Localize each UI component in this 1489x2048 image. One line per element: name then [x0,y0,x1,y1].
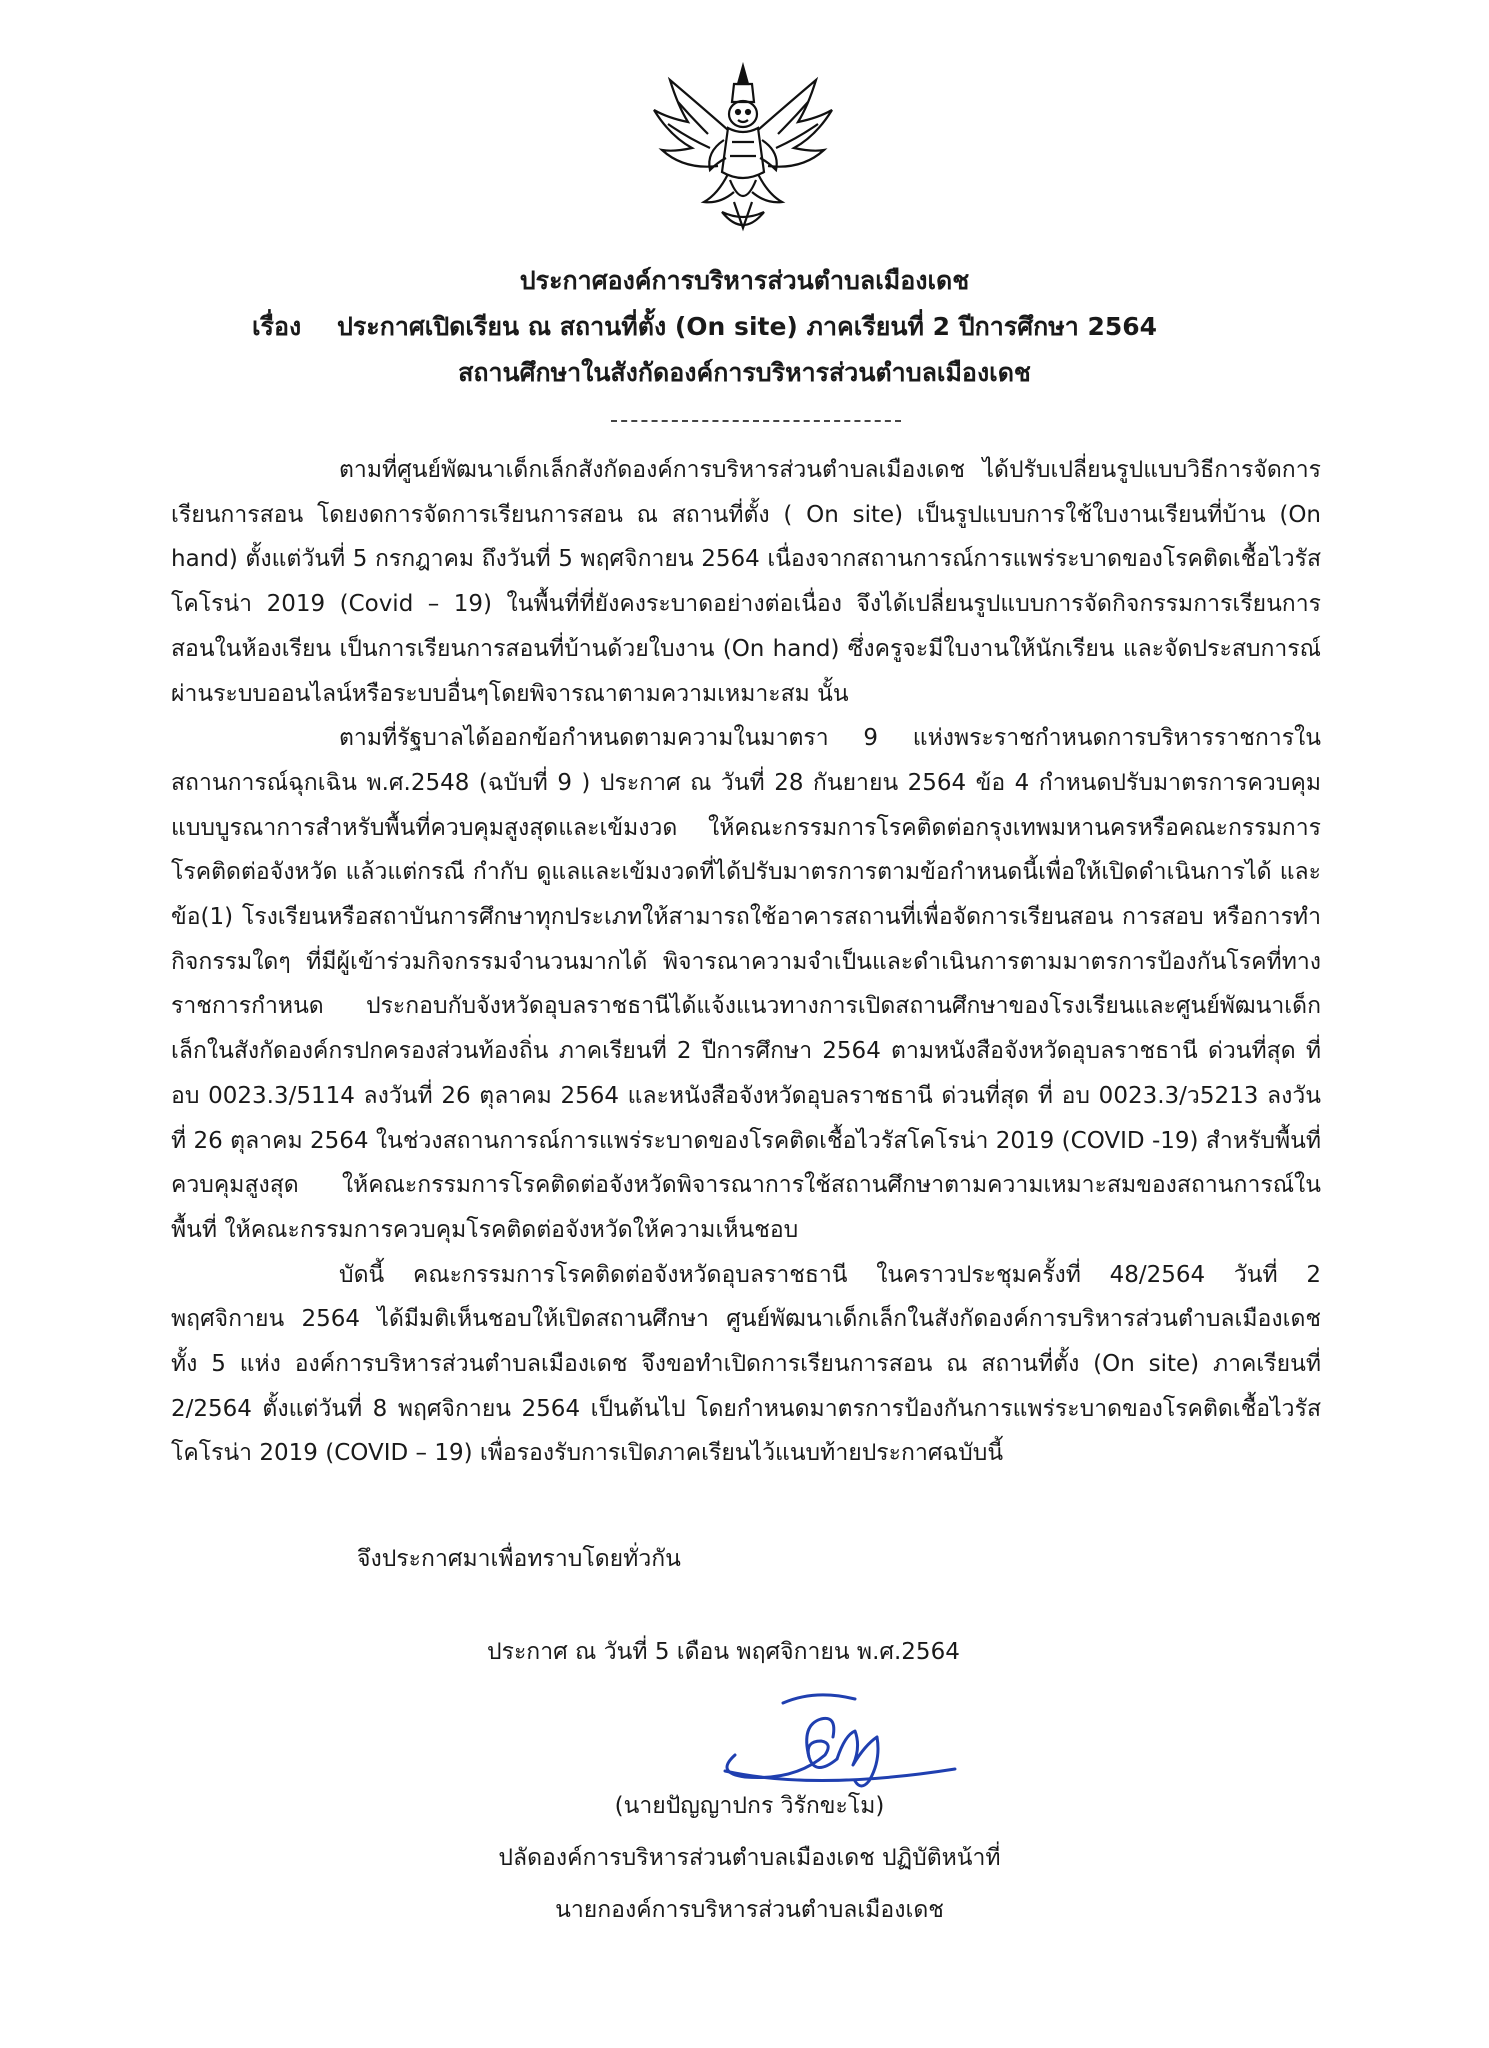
garuda-emblem-icon [648,62,838,242]
title-divider [611,420,901,422]
handwritten-signature [705,1685,965,1795]
body-paragraph-1: ตามที่ศูนย์พัฒนาเด็กเล็กสังกัดองค์การบริหารส่วนตำบลเมืองเดช ได้ปรับเปลี่ยนรูปแบบวิธีการจัดการเรียนการสอน โดยงดการจัดการเรียนการสอน ณ สถานที่ตั้ง ( On site) เป็นรูปแบบการใช้ใบงานเรียนที่บ้าน (On hand) ตั้งแต่วันที่ 5 กรกฎาคม ถึงวันที่ 5 พฤศจิกายน 2564 เนื่องจากสถานการณ์การแพร่ระบาดของโรคติดเชื้อไวรัสโคโรน่า 2019 (Covid – 19) ในพื้นที่ที่ยังคงระบาดอย่างต่อเนื่อง จึงได้เปลี่ยนรูปแบบการจัดกิจกรรมการเรียนการสอนในห้องเรียน เป็นการเรียนการสอนที่บ้านด้วยใบงาน (On hand) ซึ่งครูจะมีใบงานให้นักเรียน และจัดประสบการณ์ผ่านระบบออนไลน์หรือระบบอื่นๆโดยพิจารณาตามความเหมาะสม นั้น [171,457,1321,707]
subject-label: เรื่อง [252,312,302,341]
announcement-body [171,448,1321,1476]
subject-text: ประกาศเปิดเรียน ณ สถานที่ตั้ง (On site) ภาคเรียนที่ 2 ปีการศึกษา 2564 [337,312,1158,341]
signer-position-1: ปลัดองค์การบริหารส่วนตำบลเมืองเดช ปฏิบัติหน้าที่ [498,1845,1001,1871]
announcement-title: ประกาศองค์การบริหารส่วนตำบลเมืองเดช [519,266,970,295]
signer-position-2: นายกองค์การบริหารส่วนตำบลเมืองเดช [555,1897,944,1923]
signer-name: (นายปัญญาปกร วิรักขะโม) [614,1793,885,1819]
closing-statement: จึงประกาศมาเพื่อทราบโดยทั่วกัน [357,1546,681,1572]
announcement-date: ประกาศ ณ วันที่ 5 เดือน พฤศจิกายน พ.ศ.2564 [487,1639,960,1665]
subject-line-2: สถานศึกษาในสังกัดองค์การบริหารส่วนตำบลเมืองเดช [458,358,1031,387]
body-paragraph-3: บัดนี้ คณะกรรมการโรคติดต่อจังหวัดอุบลราชธานี ในคราวประชุมครั้งที่ 48/2564 วันที่ 2 พฤศจิกายน 2564 ได้มีมติเห็นชอบให้เปิดสถานศึกษา ศูนย์พัฒนาเด็กเล็กในสังกัดองค์การบริหารส่วนตำบลเมืองเดช ทั้ง 5 แห่ง องค์การบริหารส่วนตำบลเมืองเดช จึงขอทำเปิดการเรียนการสอน ณ สถานที่ตั้ง (On site) ภาคเรียนที่ 2/2564 ตั้งแต่วันที่ 8 พฤศจิกายน 2564 เป็นต้นไป โดยกำหนดมาตรการป้องกันการแพร่ระบาดของโรคติดเชื้อไวรัสโคโรน่า 2019 (COVID – 19) เพื่อรองรับการเปิดภาคเรียนไว้แนบท้ายประกาศฉบับนี้ [171,1261,1321,1467]
body-paragraph-2: ตามที่รัฐบาลได้ออกข้อกำหนดตามความในมาตรา 9 แห่งพระราชกำหนดการบริหารราชการในสถานการณ์ฉุกเฉิน พ.ศ.2548 (ฉบับที่ 9 ) ประกาศ ณ วันที่ 28 กันยายน 2564 ข้อ 4 กำหนดปรับมาตรการควบคุมแบบบูรณาการสำหรับพื้นที่ควบคุมสูงสุดและเข้มงวด ให้คณะกรรมการโรคติดต่อกรุงเทพมหานครหรือคณะกรรมการโรคติดต่อจังหวัด แล้วแต่กรณี กำกับ ดูแลและเข้มงวดที่ได้ปรับมาตรการตามข้อกำหนดนี้เพื่อให้เปิดดำเนินการได้ และ ข้อ(1) โรงเรียนหรือสถาบันการศึกษาทุกประเภทให้สามารถใช้อาคารสถานที่เพื่อจัดการเรียนสอน การสอบ หรือการทำกิจกรรมใดๆ ที่มีผู้เข้าร่วมกิจกรรมจำนวนมากได้ พิจารณาความจำเป็นและดำเนินการตามมาตรการป้องกันโรคที่ทางราชการกำหนด ประกอบกับจังหวัดอุบลราชธานีได้แจ้งแนวทางการเปิดสถานศึกษาของโรงเรียนและศูนย์พัฒนาเด็กเล็กในสังกัดองค์กรปกครองส่วนท้องถิ่น ภาคเรียนที่ 2 ปีการศึกษา 2564 ตามหนังสือจังหวัดอุบลราชธานี ด่วนที่สุด ที่ อบ 0023.3/5114 ลงวันที่ 26 ตุลาคม 2564 และหนังสือจังหวัดอุบลราชธานี ด่วนที่สุด ที่ อบ 0023.3/ว5213 ลงวันที่ 26 ตุลาคม 2564 ในช่วงสถานการณ์การแพร่ระบาดของโรคติดเชื้อไวรัสโคโรน่า 2019 (COVID -19) สำหรับพื้นที่ควบคุมสูงสุด ให้คณะกรรมการโรคติดต่อจังหวัดพิจารณาการใช้สถานศึกษาตามความเหมาะสมของสถานการณ์ในพื้นที่ ให้คณะกรรมการควบคุมโรคติดต่อจังหวัดให้ความเห็นชอบ [171,725,1321,1243]
